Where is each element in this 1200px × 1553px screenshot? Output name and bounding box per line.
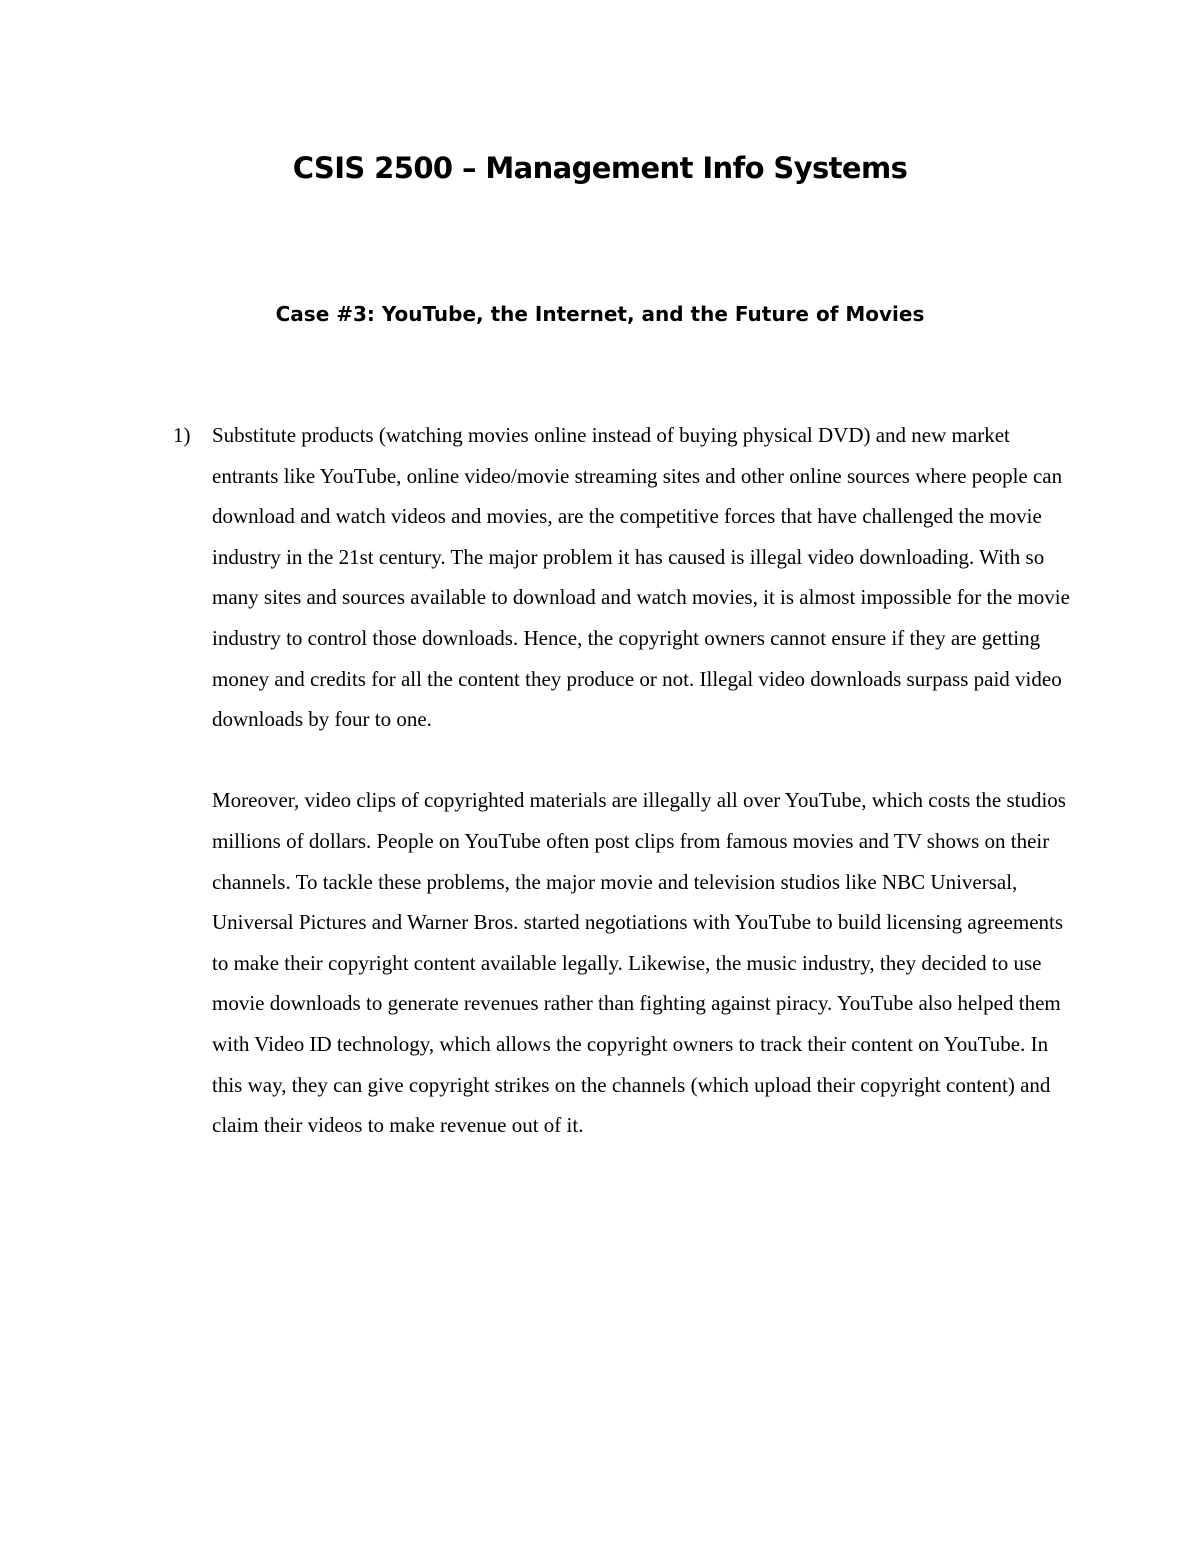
document-title: CSIS 2500 – Management Info Systems: [292, 151, 908, 185]
case-topic: YouTube, the Internet, and the Future of Movies: [374, 302, 925, 326]
answer-number: 1): [173, 423, 191, 447]
answer-paragraph: Substitute products (watching movies online instead of buying physical DVD) and new market entrants like YouTube, online video/movie streaming sites and other online sources where people can download and watch videos and movies, are the competitive forces that have challenged the movie industry in the 21st century. The major problem it has caused is illegal video downloading. With so many sites and sources available to download and watch movies, it is almost impossible for the movie industry to control those downloads. Hence, the copyright owners cannot ensure if they are getting money and credits for all the content they produce or not. Illegal video downloads surpass paid video downloads by four to one.: [212, 423, 1070, 732]
answer-paragraph: Moreover, video clips of copyrighted materials are illegally all over YouTube, which costs the studios millions of dollars. People on YouTube often post clips from famous movies and TV shows on their channels. To tackle these problems, the major movie and television studios like NBC Universal, Universal Pictures and Warner Bros. started negotiations with YouTube to build licensing agreements to make their copyright content available legally. Likewise, the music industry, they decided to use movie downloads to generate revenues rather than fighting against piracy. YouTube also helped them with Video ID technology, which allows the copyright owners to track their content on YouTube. In this way, they can give copyright strikes on the channels (which upload their copyright content) and claim their videos to make revenue out of it.: [212, 788, 1066, 1138]
case-heading: [0, 298, 1200, 330]
answer-1: [212, 415, 1072, 1146]
case-label: Case #3:: [275, 302, 375, 326]
